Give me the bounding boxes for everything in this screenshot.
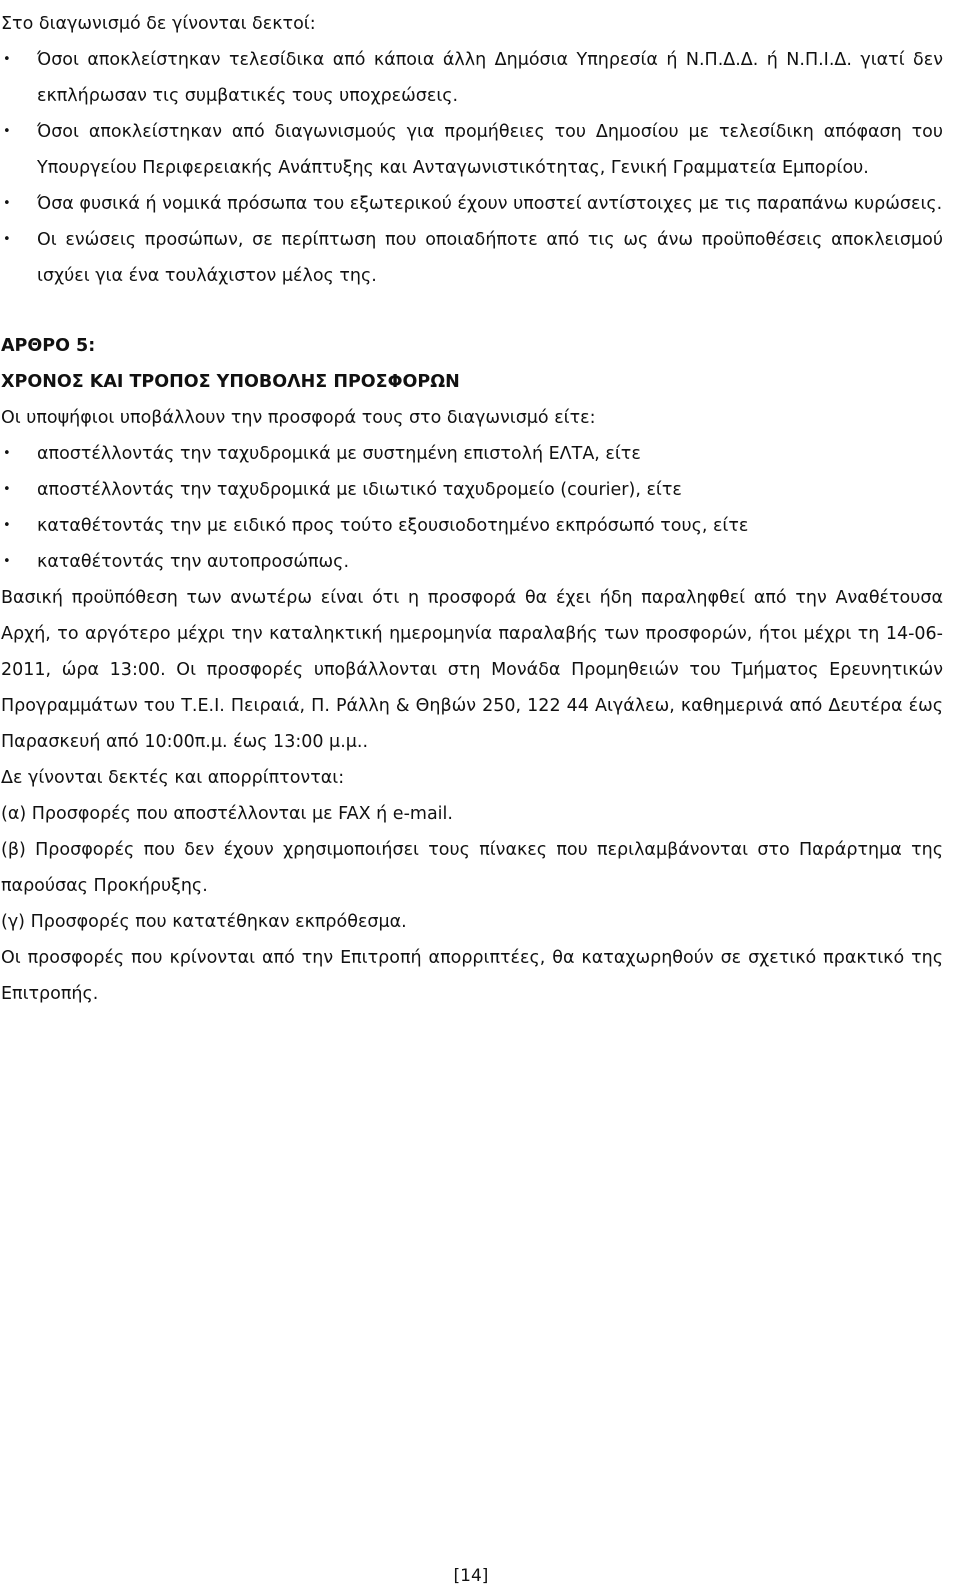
rejected-item-c: (γ) Προσφορές που κατατέθηκαν εκπρόθεσμα. [1, 912, 407, 932]
article-title: ΧΡΟΝΟΣ ΚΑΙ ΤΡΟΠΟΣ ΥΠΟΒΟΛΗΣ ΠΡΟΣΦΟΡΩΝ [1, 372, 460, 392]
list-item [1, 114, 943, 186]
list-item-text: καταθέτοντάς την αυτοπροσώπως. [37, 552, 350, 572]
exclusions-intro: Στο διαγωνισμό δε γίνονται δεκτοί: [1, 14, 316, 34]
list-item [1, 508, 943, 544]
bullet-icon: • [3, 52, 11, 67]
rejected-item-a: (α) Προσφορές που αποστέλλονται με FAX ή e-mail. [1, 804, 453, 824]
page-number: [14] [453, 1566, 489, 1586]
deadline-paragraph: Βασική προϋπόθεση των ανωτέρω είναι ότι η προσφορά θα έχει ήδη παραληφθεί από την Αναθέτουσα Αρχή, το αργότερο μέχρι την καταληκτική ημερομηνία παραλαβής των προσφορών, ήτοι μέχρι τη 14-06-2011, ώρα 13:00. Οι προσφορές υποβάλλονται στη Μονάδα Προμηθειών του Τμήματος Ερευνητικών Προγραμμάτων του Τ.Ε.Ι. Πειραιά, Π. Ράλλη & Θηβών 250, 122 44 Αιγάλεω, καθημερινά από Δευτέρα έως Παρασκευή από 10:00π.μ. έως 13:00 μ.μ.. [1, 588, 943, 752]
list-item [1, 436, 943, 472]
closing-paragraph: Οι προσφορές που κρίνονται από την Επιτροπή απορριπτέες, θα καταχωρηθούν σε σχετικό πρακτικό της Επιτροπής. [1, 948, 943, 1004]
list-item-text: Όσα φυσικά ή νομικά πρόσωπα του εξωτερικού έχουν υποστεί αντίστοιχες με τις παραπάνω κυρώσεις. [37, 194, 943, 214]
list-item [1, 472, 943, 508]
submission-methods-list [1, 436, 943, 580]
bullet-icon: • [3, 518, 11, 533]
bullet-icon: • [3, 232, 11, 247]
bullet-icon: • [3, 196, 11, 211]
article-number: ΑΡΘΡΟ 5: [1, 336, 96, 356]
document-body [1, 6, 943, 1012]
rejected-item-b: (β) Προσφορές που δεν έχουν χρησιμοποιήσει τους πίνακες που περιλαμβάνονται στο Παράρτημα της παρούσας Προκήρυξης. [1, 840, 943, 896]
list-item-text: αποστέλλοντάς την ταχυδρομικά με συστημένη επιστολή ΕΛΤΑ, είτε [37, 444, 641, 464]
list-item-text: καταθέτοντάς την με ειδικό προς τούτο εξουσιοδοτημένο εκπρόσωπό τους, είτε [37, 516, 749, 536]
list-item-text: Όσοι αποκλείστηκαν από διαγωνισμούς για προμήθειες του Δημοσίου με τελεσίδικη απόφαση του Υπουργείου Περιφερειακής Ανάπτυξης και Ανταγωνιστικότητας, Γενική Γραμματεία Εμπορίου. [37, 122, 943, 178]
bullet-icon: • [3, 482, 11, 497]
list-item [1, 222, 943, 294]
submission-intro: Οι υποψήφιοι υποβάλλουν την προσφορά τους στο διαγωνισμό είτε: [1, 408, 596, 428]
list-item [1, 186, 943, 222]
list-item-text: Όσοι αποκλείστηκαν τελεσίδικα από κάποια άλλη Δημόσια Υπηρεσία ή Ν.Π.Δ.Δ. ή Ν.Π.Ι.Δ. γιατί δεν εκπλήρωσαν τις συμβατικές τους υποχρεώσεις. [37, 50, 943, 106]
list-item [1, 42, 943, 114]
bullet-icon: • [3, 124, 11, 139]
exclusions-list [1, 42, 943, 294]
list-item-text: Οι ενώσεις προσώπων, σε περίπτωση που οποιαδήποτε από τις ως άνω προϋποθέσεις αποκλεισμού ισχύει για ένα τουλάχιστον μέλος της. [37, 230, 943, 286]
bullet-icon: • [3, 446, 11, 461]
rejected-intro: Δε γίνονται δεκτές και απορρίπτονται: [1, 768, 345, 788]
bullet-icon: • [3, 554, 11, 569]
section-spacer [1, 294, 943, 328]
list-item-text: αποστέλλοντάς την ταχυδρομικά με ιδιωτικό ταχυδρομείο (courier), είτε [37, 480, 682, 500]
list-item [1, 544, 943, 580]
